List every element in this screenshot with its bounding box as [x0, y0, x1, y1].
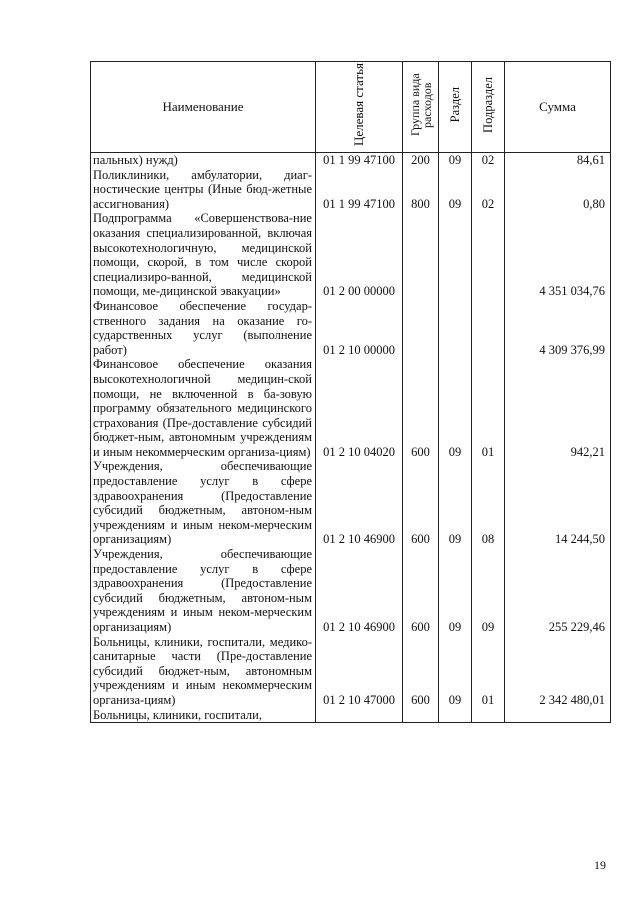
row-subsection: 08 [472, 459, 505, 547]
row-name: Финансовое обеспечение оказания высокотехнологичной медицин-ской помощи, не включенной в ба-зовую программу обязательного медицинского страхования (Пре-доставление субсидий бюджет-ным, автономным учреждениям и иным некоммерческим организа-циям) [91, 357, 316, 459]
row-name: Больницы, клиники, госпитали, [91, 708, 316, 723]
table-row [91, 211, 611, 299]
row-subsection: 02 [472, 168, 505, 212]
row-name: Учреждения, обеспечивающие предоставление услуг в сфере здравоохранения (Предоставление субсидий бюджетным, автоном-ным учреждениям и иным неком-мерческим организациям) [91, 547, 316, 635]
header-name: Наименование [91, 62, 316, 153]
row-subsection: 09 [472, 547, 505, 635]
row-section [439, 211, 472, 299]
header-target-article-label: Целевая статья [351, 63, 366, 147]
table-row [91, 635, 611, 708]
row-expense-group: 800 [403, 168, 439, 212]
header-amount: Сумма [505, 62, 611, 153]
row-expense-group: 600 [403, 547, 439, 635]
row-target-article: 01 1 99 47100 [316, 168, 403, 212]
header-expense-group [403, 62, 439, 153]
header-subsection-label: Подраздел [480, 77, 495, 133]
header-target-article [316, 62, 403, 153]
row-section [439, 299, 472, 357]
row-amount: 4 351 034,76 [505, 211, 611, 299]
row-amount: 0,80 [505, 168, 611, 212]
row-target-article: 01 2 10 47000 [316, 635, 403, 708]
row-expense-group [403, 708, 439, 723]
budget-table-container [90, 61, 610, 850]
row-expense-group: 600 [403, 459, 439, 547]
row-subsection [472, 211, 505, 299]
row-subsection: 02 [472, 153, 505, 168]
row-section: 09 [439, 635, 472, 708]
row-amount: 84,61 [505, 153, 611, 168]
row-target-article: 01 2 10 46900 [316, 459, 403, 547]
row-name: Учреждения, обеспечивающие предоставление услуг в сфере здравоохранения (Предоставление субсидий бюджетным, автоном-ным учреждениям и иным неком-мерческим организациям) [91, 459, 316, 547]
row-amount: 942,21 [505, 357, 611, 459]
row-amount: 2 342 480,01 [505, 635, 611, 708]
row-subsection [472, 299, 505, 357]
table-row [91, 153, 611, 168]
header-section [439, 62, 472, 153]
row-expense-group [403, 211, 439, 299]
row-expense-group: 200 [403, 153, 439, 168]
budget-table [90, 61, 611, 723]
row-name: Поликлиники, амбулатории, диаг-ностические центры (Иные бюд-жетные ассигнования) [91, 168, 316, 212]
row-expense-group: 600 [403, 357, 439, 459]
row-name: Больницы, клиники, госпитали, медико-санитарные части (Пре-доставление субсидий бюджет-ным, автономным учреждениям и иным некоммерческим организа-циям) [91, 635, 316, 708]
row-name: Финансовое обеспечение государ-ственного задания на оказание го-сударственных услуг (выполнение работ) [91, 299, 316, 357]
row-section: 09 [439, 357, 472, 459]
row-name: Подпрограмма «Совершенствова-ние оказания специализированной, включая высокотехнологичную, медицинской помощи, скорой, в том числе скорой специализиро-ванной, медицинской помощи, ме-дицинской эвакуации» [91, 211, 316, 299]
row-section: 09 [439, 168, 472, 212]
table-header-row [91, 62, 611, 153]
table-row [91, 459, 611, 547]
row-expense-group [403, 299, 439, 357]
row-amount: 14 244,50 [505, 459, 611, 547]
row-amount: 255 229,46 [505, 547, 611, 635]
row-target-article: 01 2 00 00000 [316, 211, 403, 299]
row-subsection: 01 [472, 635, 505, 708]
row-target-article: 01 2 10 46900 [316, 547, 403, 635]
row-amount [505, 708, 611, 723]
row-target-article: 01 2 10 00000 [316, 299, 403, 357]
row-section [439, 708, 472, 723]
header-expense-group-label: Группа вида расходов [407, 73, 434, 137]
table-row [91, 357, 611, 459]
row-name: пальных) нужд) [91, 153, 316, 168]
row-target-article: 01 2 10 04020 [316, 357, 403, 459]
page-number: 19 [594, 858, 606, 872]
row-expense-group: 600 [403, 635, 439, 708]
table-row [91, 708, 611, 723]
row-section: 09 [439, 153, 472, 168]
row-subsection: 01 [472, 357, 505, 459]
row-target-article: 01 1 99 47100 [316, 153, 403, 168]
table-row [91, 299, 611, 357]
row-subsection [472, 708, 505, 723]
row-target-article [316, 708, 403, 723]
row-section: 09 [439, 547, 472, 635]
row-amount: 4 309 376,99 [505, 299, 611, 357]
header-subsection [472, 62, 505, 153]
row-section: 09 [439, 459, 472, 547]
header-section-label: Раздел [447, 87, 462, 123]
table-row [91, 547, 611, 635]
table-row [91, 168, 611, 212]
